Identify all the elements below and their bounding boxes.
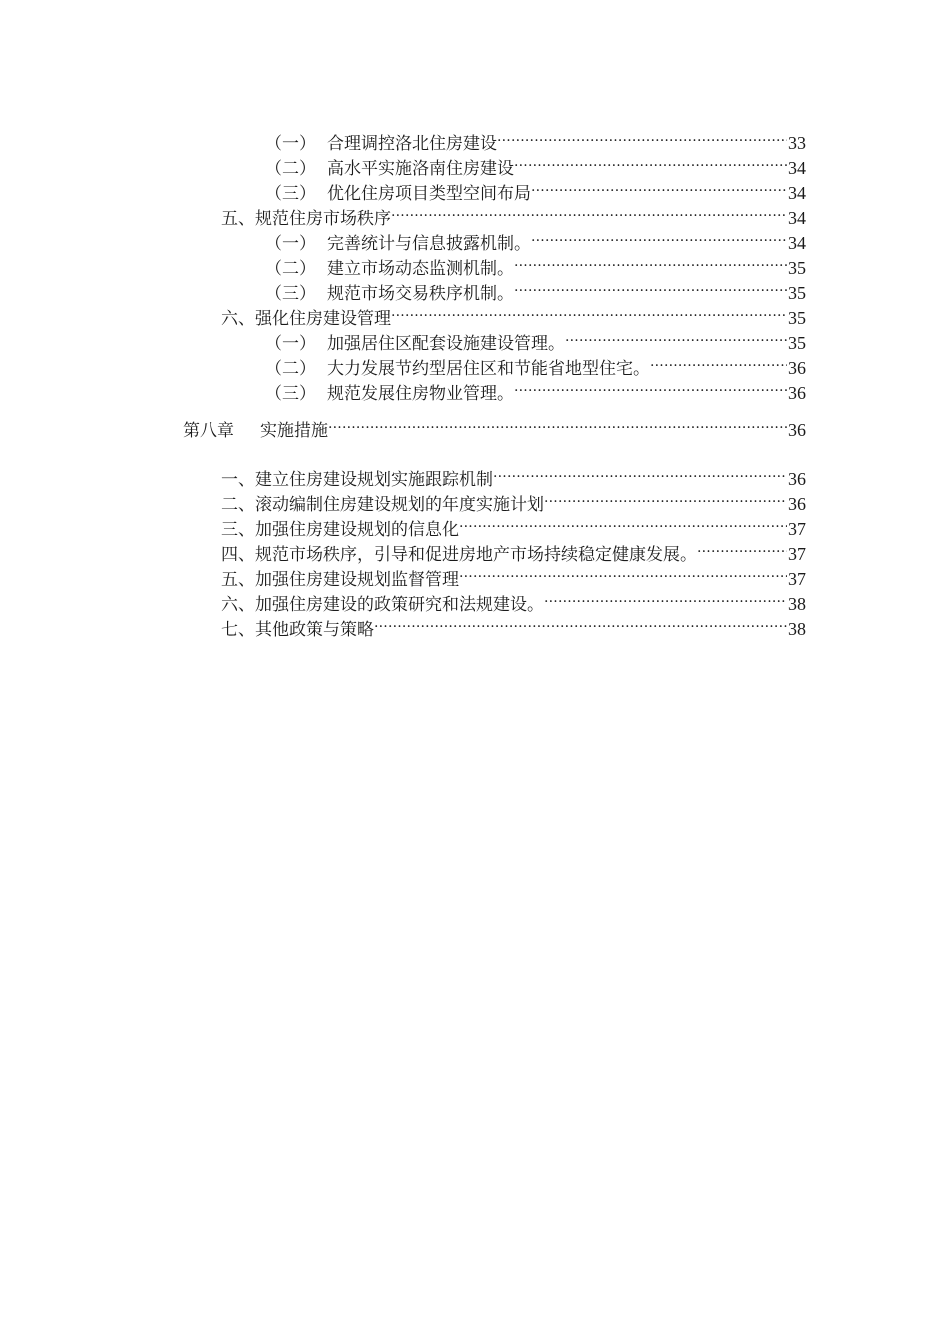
dot-leader [459, 560, 787, 585]
toc-entry[interactable] [221, 585, 806, 615]
dot-leader [374, 610, 787, 635]
toc-entry[interactable] [221, 610, 806, 640]
toc-entry-title: 加强住房建设规划的信息化 [255, 520, 459, 540]
toc-entry-number: 二、 [221, 495, 255, 515]
toc-entry[interactable] [265, 324, 806, 354]
dot-leader [497, 124, 787, 149]
table-of-contents [0, 124, 950, 640]
toc-entry-title: 其他政策与策略 [255, 620, 374, 640]
toc-chapter-title: 实施措施 [260, 421, 328, 441]
toc-entry-page: 36 [788, 494, 806, 514]
toc-entry-page: 37 [788, 544, 806, 564]
toc-entry-title: 优化住房项目类型空间布局 [327, 184, 531, 204]
dot-leader [459, 510, 787, 535]
toc-entry[interactable] [221, 299, 806, 329]
toc-entry-page: 34 [788, 233, 806, 253]
toc-entry-number: （三） [265, 284, 316, 304]
dot-leader [391, 299, 787, 324]
dot-leader [565, 324, 787, 349]
toc-entry-number: （二） [265, 359, 316, 379]
dot-leader [391, 199, 787, 224]
toc-entry-title: 完善统计与信息披露机制。 [327, 234, 531, 254]
toc-entry[interactable] [221, 460, 806, 490]
toc-entry[interactable] [221, 535, 806, 565]
toc-entry-page: 35 [788, 308, 806, 328]
dot-leader [544, 485, 787, 510]
toc-entry[interactable] [221, 199, 806, 229]
dot-leader [493, 460, 787, 485]
toc-entry-page: 37 [788, 519, 806, 539]
toc-entry-page: 36 [788, 383, 806, 403]
toc-entry-title: 规范住房市场秩序 [255, 209, 391, 229]
toc-entry-page: 33 [788, 133, 806, 153]
toc-entry[interactable] [265, 224, 806, 254]
toc-entry[interactable] [265, 174, 806, 204]
toc-entry-title: 规范市场交易秩序机制。 [327, 284, 514, 304]
toc-entry[interactable] [265, 124, 806, 154]
toc-entry-page: 38 [788, 619, 806, 639]
toc-entry-title: 加强居住区配套设施建设管理。 [327, 334, 565, 354]
toc-entry-page: 34 [788, 158, 806, 178]
toc-entry-number: 六、 [221, 309, 255, 329]
toc-entry[interactable] [265, 374, 806, 404]
toc-entry-number: （三） [265, 384, 316, 404]
dot-leader [650, 349, 787, 374]
toc-entry-page: 36 [788, 358, 806, 378]
dot-leader [514, 374, 787, 399]
toc-entry-number: 三、 [221, 520, 255, 540]
toc-entry[interactable] [265, 249, 806, 279]
toc-entry-title: 规范发展住房物业管理。 [327, 384, 514, 404]
dot-leader [328, 411, 787, 436]
toc-chapter-number: 第八章 [183, 421, 234, 441]
toc-entry[interactable] [221, 485, 806, 515]
toc-entry-page: 35 [788, 258, 806, 278]
toc-entry-number: （二） [265, 159, 316, 179]
toc-entry-number: 五、 [221, 209, 255, 229]
toc-entry-number: （一） [265, 334, 316, 354]
toc-entry-title: 滚动编制住房建设规划的年度实施计划 [255, 495, 544, 515]
dot-leader [531, 224, 787, 249]
toc-entry-page: 36 [788, 469, 806, 489]
toc-entry-title: 加强住房建设规划监督管理 [255, 570, 459, 590]
toc-entry-page: 38 [788, 594, 806, 614]
toc-chapter-entry[interactable] [183, 411, 806, 441]
dot-leader [514, 274, 787, 299]
dot-leader [544, 585, 787, 610]
toc-entry-title: 规范市场秩序，引导和促进房地产市场持续稳定健康发展。 [255, 545, 697, 565]
toc-entry[interactable] [265, 274, 806, 304]
toc-entry-title: 高水平实施洛南住房建设 [327, 159, 514, 179]
dot-leader [514, 249, 787, 274]
toc-entry-page: 34 [788, 183, 806, 203]
dot-leader [514, 149, 787, 174]
toc-entry-page: 35 [788, 333, 806, 353]
toc-entry[interactable] [265, 349, 806, 379]
toc-entry-title: 建立市场动态监测机制。 [327, 259, 514, 279]
toc-entry-number: （三） [265, 184, 316, 204]
toc-entry-number: 五、 [221, 570, 255, 590]
toc-entry-title: 加强住房建设的政策研究和法规建设。 [255, 595, 544, 615]
toc-entry-title: 建立住房建设规划实施跟踪机制 [255, 470, 493, 490]
toc-entry-number: 六、 [221, 595, 255, 615]
toc-entry[interactable] [265, 149, 806, 179]
toc-entry-number: （一） [265, 234, 316, 254]
toc-entry-title: 合理调控洛北住房建设 [327, 134, 497, 154]
toc-entry-number: 一、 [221, 470, 255, 490]
toc-entry-page: 35 [788, 283, 806, 303]
toc-entry-page: 34 [788, 208, 806, 228]
toc-entry-number: 七、 [221, 620, 255, 640]
toc-entry[interactable] [221, 510, 806, 540]
toc-entry[interactable] [221, 560, 806, 590]
toc-entry-title: 强化住房建设管理 [255, 309, 391, 329]
toc-entry-number: 四、 [221, 545, 255, 565]
toc-entry-number: （二） [265, 259, 316, 279]
toc-entry-title: 大力发展节约型居住区和节能省地型住宅。 [327, 359, 650, 379]
dot-leader [531, 174, 787, 199]
toc-entry-page: 36 [788, 420, 806, 440]
toc-entry-number: （一） [265, 134, 316, 154]
dot-leader [697, 535, 787, 560]
toc-entry-page: 37 [788, 569, 806, 589]
